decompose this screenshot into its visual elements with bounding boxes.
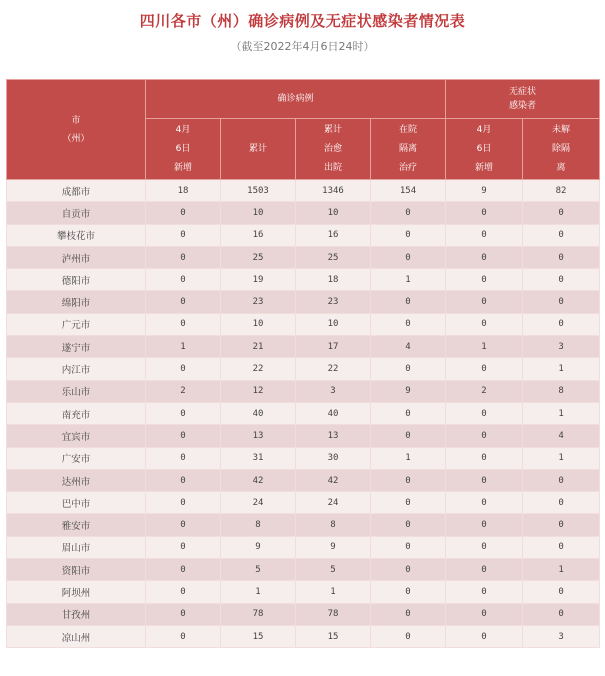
city-name-cell: 资阳市 — [7, 559, 146, 581]
under-observation-cell: 0 — [523, 269, 600, 291]
total-confirmed-cell: 23 — [221, 291, 296, 313]
header-line: 治愈 — [323, 143, 342, 154]
col-header-total-confirmed — [221, 119, 296, 180]
header-line: 离 — [556, 162, 566, 173]
city-name-cell: 内江市 — [7, 358, 146, 380]
new-asymptomatic-cell: 1 — [446, 336, 523, 358]
page-subtitle: （截至2022年4月6日24时） — [230, 40, 375, 53]
recovered-cell: 42 — [296, 469, 371, 491]
new-confirmed-cell: 0 — [146, 269, 221, 291]
new-confirmed-cell: 0 — [146, 246, 221, 268]
table-row — [7, 514, 600, 536]
asymptomatic-header-line: 无症状 — [509, 87, 537, 97]
hospitalized-cell: 1 — [371, 447, 446, 469]
city-name-cell: 广元市 — [7, 313, 146, 335]
hospitalized-cell: 0 — [371, 625, 446, 647]
new-asymptomatic-cell: 0 — [446, 625, 523, 647]
under-observation-cell: 3 — [523, 625, 600, 647]
city-name-cell: 绵阳市 — [7, 291, 146, 313]
under-observation-cell: 0 — [523, 536, 600, 558]
new-confirmed-cell: 0 — [146, 559, 221, 581]
under-observation-cell: 3 — [523, 336, 600, 358]
confirmed-group-header: 确诊病例 — [146, 80, 446, 119]
under-observation-cell: 0 — [523, 224, 600, 246]
hospitalized-cell: 0 — [371, 202, 446, 224]
under-observation-cell: 0 — [523, 469, 600, 491]
total-confirmed-cell: 21 — [221, 336, 296, 358]
total-confirmed-cell: 25 — [221, 246, 296, 268]
table-row — [7, 492, 600, 514]
new-confirmed-cell: 0 — [146, 291, 221, 313]
asymptomatic-group-header — [446, 80, 600, 119]
new-confirmed-cell: 0 — [146, 514, 221, 536]
table-row — [7, 603, 600, 625]
hospitalized-cell: 0 — [371, 425, 446, 447]
city-name-cell: 甘孜州 — [7, 603, 146, 625]
total-confirmed-cell: 40 — [221, 402, 296, 424]
under-observation-cell: 1 — [523, 358, 600, 380]
new-asymptomatic-cell: 0 — [446, 603, 523, 625]
recovered-cell: 8 — [296, 514, 371, 536]
under-observation-cell: 82 — [523, 180, 600, 202]
hospitalized-cell: 9 — [371, 380, 446, 402]
total-confirmed-cell: 8 — [221, 514, 296, 536]
city-name-cell: 攀枝花市 — [7, 224, 146, 246]
table-row — [7, 447, 600, 469]
city-header-line: （州） — [62, 133, 90, 144]
new-confirmed-cell: 0 — [146, 492, 221, 514]
total-confirmed-cell: 12 — [221, 380, 296, 402]
new-confirmed-cell: 0 — [146, 313, 221, 335]
header-line: 未解 — [552, 124, 571, 135]
total-confirmed-cell: 10 — [221, 202, 296, 224]
total-confirmed-cell: 22 — [221, 358, 296, 380]
table-row — [7, 202, 600, 224]
under-observation-cell: 1 — [523, 559, 600, 581]
new-confirmed-cell: 0 — [146, 625, 221, 647]
header-line: 除隔 — [552, 143, 571, 154]
new-asymptomatic-cell: 0 — [446, 492, 523, 514]
header-line: 累计 — [323, 124, 342, 135]
header-line: 出院 — [323, 162, 342, 173]
col-header-hospitalized — [371, 119, 446, 180]
total-confirmed-cell: 1503 — [221, 180, 296, 202]
total-confirmed-cell: 42 — [221, 469, 296, 491]
header-line: 6日 — [175, 143, 191, 154]
hospitalized-cell: 0 — [371, 469, 446, 491]
table-row — [7, 358, 600, 380]
table-row — [7, 180, 600, 202]
table-row — [7, 336, 600, 358]
hospitalized-cell: 0 — [371, 492, 446, 514]
new-confirmed-cell: 0 — [146, 603, 221, 625]
city-header-line: 市 — [71, 115, 81, 126]
new-asymptomatic-cell: 0 — [446, 224, 523, 246]
new-confirmed-cell: 0 — [146, 202, 221, 224]
total-confirmed-cell: 24 — [221, 492, 296, 514]
asymptomatic-header-line: 感染者 — [509, 101, 537, 111]
hospitalized-cell: 0 — [371, 358, 446, 380]
total-confirmed-cell: 16 — [221, 224, 296, 246]
table-body — [7, 180, 600, 648]
recovered-cell: 13 — [296, 425, 371, 447]
city-name-cell: 南充市 — [7, 402, 146, 424]
city-name-cell: 凉山州 — [7, 625, 146, 647]
recovered-cell: 30 — [296, 447, 371, 469]
table-row — [7, 625, 600, 647]
total-confirmed-cell: 5 — [221, 559, 296, 581]
under-observation-cell: 0 — [523, 581, 600, 603]
recovered-cell: 5 — [296, 559, 371, 581]
under-observation-cell: 0 — [523, 603, 600, 625]
total-confirmed-cell: 78 — [221, 603, 296, 625]
new-asymptomatic-cell: 0 — [446, 402, 523, 424]
header-line: 4月 — [476, 124, 492, 135]
new-confirmed-cell: 0 — [146, 447, 221, 469]
under-observation-cell: 8 — [523, 380, 600, 402]
col-header-new-asymptomatic — [446, 119, 523, 180]
under-observation-cell: 0 — [523, 291, 600, 313]
new-asymptomatic-cell: 0 — [446, 358, 523, 380]
under-observation-cell: 0 — [523, 202, 600, 224]
recovered-cell: 3 — [296, 380, 371, 402]
new-confirmed-cell: 0 — [146, 425, 221, 447]
col-header-under-observation — [523, 119, 600, 180]
hospitalized-cell: 1 — [371, 269, 446, 291]
new-asymptomatic-cell: 0 — [446, 202, 523, 224]
hospitalized-cell: 0 — [371, 246, 446, 268]
new-confirmed-cell: 0 — [146, 581, 221, 603]
recovered-cell: 25 — [296, 246, 371, 268]
hospitalized-cell: 0 — [371, 313, 446, 335]
new-asymptomatic-cell: 0 — [446, 514, 523, 536]
new-confirmed-cell: 1 — [146, 336, 221, 358]
new-asymptomatic-cell: 0 — [446, 313, 523, 335]
col-header-recovered — [296, 119, 371, 180]
table-row — [7, 559, 600, 581]
header-line: 累计 — [248, 143, 267, 154]
new-asymptomatic-cell: 0 — [446, 246, 523, 268]
recovered-cell: 15 — [296, 625, 371, 647]
city-name-cell: 自贡市 — [7, 202, 146, 224]
city-name-cell: 泸州市 — [7, 246, 146, 268]
new-asymptomatic-cell: 2 — [446, 380, 523, 402]
table-row — [7, 536, 600, 558]
hospitalized-cell: 0 — [371, 559, 446, 581]
total-confirmed-cell: 31 — [221, 447, 296, 469]
recovered-cell: 10 — [296, 313, 371, 335]
new-asymptomatic-cell: 0 — [446, 425, 523, 447]
city-name-cell: 阿坝州 — [7, 581, 146, 603]
header-line: 新增 — [475, 162, 494, 173]
under-observation-cell: 0 — [523, 313, 600, 335]
recovered-cell: 10 — [296, 202, 371, 224]
table-row — [7, 425, 600, 447]
city-name-cell: 巴中市 — [7, 492, 146, 514]
header-line: 隔离 — [399, 143, 418, 154]
table-row — [7, 224, 600, 246]
recovered-cell: 1 — [296, 581, 371, 603]
under-observation-cell: 0 — [523, 514, 600, 536]
hospitalized-cell: 0 — [371, 581, 446, 603]
header-line: 在院 — [399, 124, 418, 135]
under-observation-cell: 0 — [523, 246, 600, 268]
new-asymptomatic-cell: 0 — [446, 291, 523, 313]
table-row — [7, 269, 600, 291]
new-asymptomatic-cell: 9 — [446, 180, 523, 202]
city-name-cell: 乐山市 — [7, 380, 146, 402]
header-line: 新增 — [173, 162, 192, 173]
new-confirmed-cell: 18 — [146, 180, 221, 202]
hospitalized-cell: 154 — [371, 180, 446, 202]
table-row — [7, 313, 600, 335]
new-confirmed-cell: 0 — [146, 224, 221, 246]
header-line: 治疗 — [399, 162, 418, 173]
header-line: 4月 — [175, 124, 191, 135]
recovered-cell: 9 — [296, 536, 371, 558]
recovered-cell: 18 — [296, 269, 371, 291]
city-name-cell: 成都市 — [7, 180, 146, 202]
table-row — [7, 380, 600, 402]
city-column-header — [7, 80, 146, 180]
city-name-cell: 雅安市 — [7, 514, 146, 536]
hospitalized-cell: 0 — [371, 514, 446, 536]
recovered-cell: 1346 — [296, 180, 371, 202]
total-confirmed-cell: 9 — [221, 536, 296, 558]
col-header-new-confirmed — [146, 119, 221, 180]
hospitalized-cell: 0 — [371, 603, 446, 625]
under-observation-cell: 1 — [523, 447, 600, 469]
hospitalized-cell: 0 — [371, 402, 446, 424]
hospitalized-cell: 4 — [371, 336, 446, 358]
recovered-cell: 22 — [296, 358, 371, 380]
table-row — [7, 581, 600, 603]
new-asymptomatic-cell: 0 — [446, 581, 523, 603]
city-name-cell: 德阳市 — [7, 269, 146, 291]
recovered-cell: 17 — [296, 336, 371, 358]
header-line: 6日 — [476, 143, 492, 154]
new-asymptomatic-cell: 0 — [446, 447, 523, 469]
recovered-cell: 78 — [296, 603, 371, 625]
total-confirmed-cell: 19 — [221, 269, 296, 291]
city-name-cell: 眉山市 — [7, 536, 146, 558]
under-observation-cell: 1 — [523, 402, 600, 424]
new-asymptomatic-cell: 0 — [446, 559, 523, 581]
new-asymptomatic-cell: 0 — [446, 269, 523, 291]
total-confirmed-cell: 1 — [221, 581, 296, 603]
recovered-cell: 23 — [296, 291, 371, 313]
hospitalized-cell: 0 — [371, 536, 446, 558]
city-name-cell: 遂宁市 — [7, 336, 146, 358]
city-name-cell: 宜宾市 — [7, 425, 146, 447]
table-row — [7, 402, 600, 424]
table-row — [7, 469, 600, 491]
new-asymptomatic-cell: 0 — [446, 469, 523, 491]
total-confirmed-cell: 10 — [221, 313, 296, 335]
under-observation-cell: 4 — [523, 425, 600, 447]
recovered-cell: 40 — [296, 402, 371, 424]
new-confirmed-cell: 2 — [146, 380, 221, 402]
under-observation-cell: 0 — [523, 492, 600, 514]
table-row — [7, 291, 600, 313]
total-confirmed-cell: 15 — [221, 625, 296, 647]
new-asymptomatic-cell: 0 — [446, 536, 523, 558]
table-row — [7, 246, 600, 268]
recovered-cell: 24 — [296, 492, 371, 514]
new-confirmed-cell: 0 — [146, 469, 221, 491]
new-confirmed-cell: 0 — [146, 536, 221, 558]
recovered-cell: 16 — [296, 224, 371, 246]
city-name-cell: 广安市 — [7, 447, 146, 469]
hospitalized-cell: 0 — [371, 291, 446, 313]
city-name-cell: 达州市 — [7, 469, 146, 491]
total-confirmed-cell: 13 — [221, 425, 296, 447]
new-confirmed-cell: 0 — [146, 402, 221, 424]
page-title: 四川各市（州）确诊病例及无症状感染者情况表 — [139, 12, 466, 30]
new-confirmed-cell: 0 — [146, 358, 221, 380]
cases-table — [6, 79, 600, 648]
hospitalized-cell: 0 — [371, 224, 446, 246]
